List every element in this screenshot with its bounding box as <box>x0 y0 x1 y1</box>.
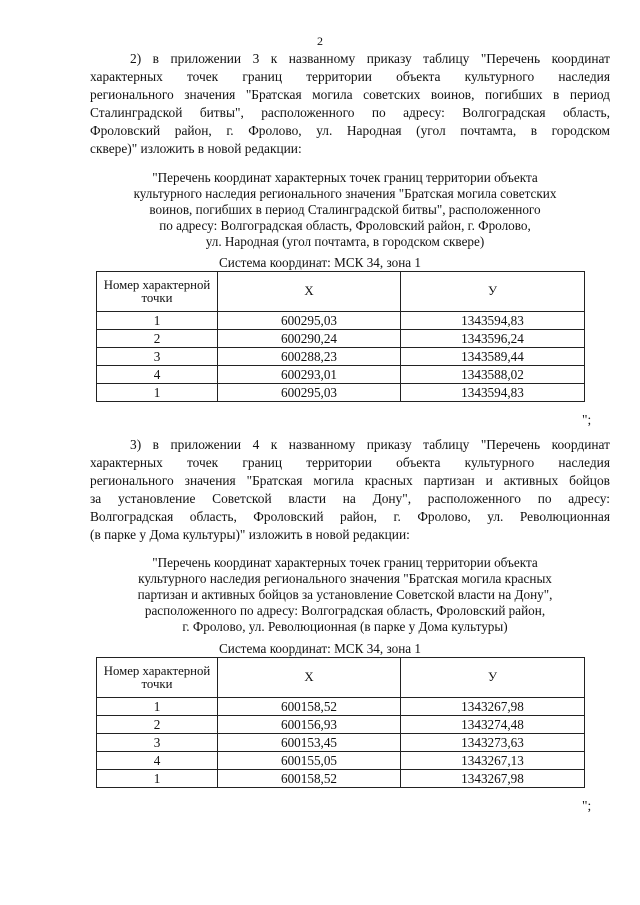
cell-x: 600295,03 <box>218 384 401 402</box>
cell-point-number: 4 <box>97 366 218 384</box>
cell-y: 1343594,83 <box>401 384 585 402</box>
title-line: "Перечень координат характерных точек границ территории объекта <box>152 555 538 570</box>
cell-point-number: 4 <box>97 752 218 770</box>
table-row <box>97 384 585 402</box>
header-x: X <box>218 658 401 698</box>
cell-x: 600156,93 <box>218 716 401 734</box>
header-point-number: Номер характерной точки <box>97 272 218 312</box>
table-row <box>97 366 585 384</box>
cell-x: 600288,23 <box>218 348 401 366</box>
table-row <box>97 752 585 770</box>
cell-x: 600153,45 <box>218 734 401 752</box>
cell-y: 1343589,44 <box>401 348 585 366</box>
cell-point-number: 1 <box>97 384 218 402</box>
paragraph-line: характерных точек границ территории объекта культурного наследия <box>90 69 610 84</box>
cell-x: 600290,24 <box>218 330 401 348</box>
section3-closing-quote: "; <box>582 798 592 813</box>
cell-point-number: 1 <box>97 770 218 788</box>
section2-table-title <box>80 170 610 250</box>
section3-table-body <box>97 698 585 788</box>
section3-coord-table <box>96 657 585 788</box>
cell-y: 1343594,83 <box>401 312 585 330</box>
cell-x: 600293,01 <box>218 366 401 384</box>
cell-point-number: 2 <box>97 330 218 348</box>
section2-coord-table <box>96 271 585 402</box>
paragraph-line: сквере)" изложить в новой редакции: <box>90 141 302 156</box>
cell-y: 1343267,13 <box>401 752 585 770</box>
paragraph-line: 2) в приложении 3 к названному приказу таблицу "Перечень координат <box>130 51 610 66</box>
paragraph-line: регионального значения "Братская могила советских воинов, погибших в период <box>90 87 610 102</box>
page-number: 2 <box>317 34 323 48</box>
table-row <box>97 698 585 716</box>
cell-y: 1343274,48 <box>401 716 585 734</box>
header-y: У <box>401 272 585 312</box>
section3-paragraph <box>90 436 610 544</box>
paragraph-line: Сталинградской битвы", расположенного по адресу: Волгоградская область, <box>90 105 610 120</box>
cell-y: 1343596,24 <box>401 330 585 348</box>
title-line: культурного наследия регионального значения "Братская могила красных <box>138 571 552 586</box>
cell-point-number: 3 <box>97 348 218 366</box>
section2-coord-system: Система координат: МСК 34, зона 1 <box>218 255 422 270</box>
cell-y: 1343267,98 <box>401 698 585 716</box>
table-row <box>97 716 585 734</box>
title-line: воинов, погибших в период Сталинградской битвы", расположенного <box>149 202 541 217</box>
title-line: культурного наследия регионального значения "Братская могила советских <box>133 186 557 201</box>
table-row <box>97 734 585 752</box>
paragraph-line: характерных точек границ территории объекта культурного наследия <box>90 455 610 470</box>
paragraph-line: регионального значения "Братская могила красных партизан и активных бойцов <box>90 473 610 488</box>
title-line: ул. Народная (угол почтамта, в городском сквере) <box>205 234 485 249</box>
title-line: расположенного по адресу: Волгоградская область, Фроловский район, <box>144 603 546 618</box>
header-x: X <box>218 272 401 312</box>
section2-paragraph <box>90 50 610 158</box>
cell-point-number: 1 <box>97 698 218 716</box>
table-row <box>97 770 585 788</box>
section3-coord-system: Система координат: МСК 34, зона 1 <box>218 641 422 656</box>
header-y: У <box>401 658 585 698</box>
cell-x: 600295,03 <box>218 312 401 330</box>
paragraph-line: (в парке у Дома культуры)" изложить в новой редакции: <box>90 527 410 542</box>
cell-y: 1343588,02 <box>401 366 585 384</box>
cell-point-number: 2 <box>97 716 218 734</box>
section3-table-title <box>80 555 610 635</box>
table-row <box>97 348 585 366</box>
title-line: партизан и активных бойцов за установление Советской власти на Дону", <box>137 587 553 602</box>
paragraph-line: Волгоградская область, Фроловский район, г. Фролово, ул. Революционная <box>90 509 610 524</box>
cell-x: 600158,52 <box>218 770 401 788</box>
table-row <box>97 312 585 330</box>
paragraph-line: 3) в приложении 4 к названному приказу таблицу "Перечень координат <box>130 437 610 452</box>
title-line: г. Фролово, ул. Революционная (в парке у Дома культуры) <box>182 619 508 634</box>
table-row <box>97 330 585 348</box>
section2-closing-quote: "; <box>582 412 592 427</box>
title-line: "Перечень координат характерных точек границ территории объекта <box>152 170 538 185</box>
cell-x: 600155,05 <box>218 752 401 770</box>
cell-y: 1343267,98 <box>401 770 585 788</box>
cell-x: 600158,52 <box>218 698 401 716</box>
paragraph-line: за установление Советской власти на Дону", расположенного по адресу: <box>90 491 610 506</box>
title-line: по адресу: Волгоградская область, Фроловский район, г. Фролово, <box>159 218 531 233</box>
header-point-number: Номер характерной точки <box>97 658 218 698</box>
section2-table-body <box>97 312 585 402</box>
paragraph-line: Фроловский район, г. Фролово, ул. Народная (угол почтамта, в городском <box>90 123 610 138</box>
cell-point-number: 3 <box>97 734 218 752</box>
cell-point-number: 1 <box>97 312 218 330</box>
cell-y: 1343273,63 <box>401 734 585 752</box>
